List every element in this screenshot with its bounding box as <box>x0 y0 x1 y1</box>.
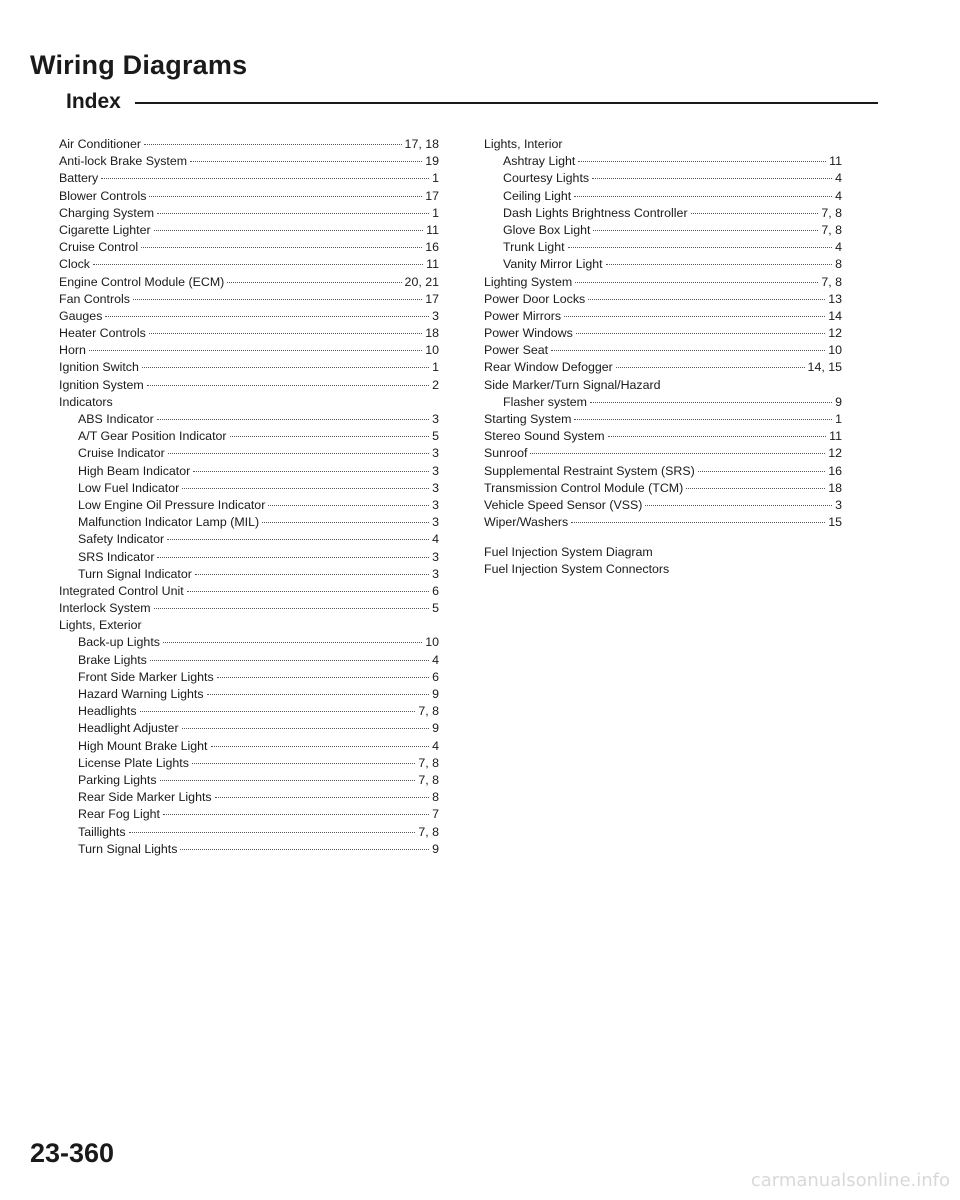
dot-leader <box>147 385 429 386</box>
index-entry-pages: 1 <box>432 205 439 220</box>
dot-leader <box>568 247 833 248</box>
dot-leader <box>89 350 422 351</box>
index-entry-pages: 11 <box>426 222 439 237</box>
index-entry-label: SRS Indicator <box>78 549 155 564</box>
header-rule <box>135 102 878 104</box>
index-entry-pages: 17 <box>425 188 439 203</box>
index-entry-pages: 7, 8 <box>821 274 842 289</box>
index-entry[interactable] <box>484 428 842 445</box>
index-entry-pages: 12 <box>828 446 842 461</box>
index-entry-label: Supplemental Restraint System (SRS) <box>484 463 695 478</box>
index-entry[interactable] <box>59 188 439 205</box>
index-entry-label: Headlights <box>78 704 137 719</box>
index-heading-label: Lights, Interior <box>484 137 563 151</box>
index-entry[interactable] <box>484 359 842 376</box>
index-entry[interactable] <box>59 480 439 497</box>
dot-leader <box>575 282 818 283</box>
index-entry[interactable] <box>484 480 842 497</box>
index-entry-pages: 7 <box>432 807 439 822</box>
index-entry-pages: 4 <box>432 738 439 753</box>
index-entry[interactable] <box>59 411 439 428</box>
index-entry-label: Heater Controls <box>59 326 146 341</box>
index-entry-label: Hazard Warning Lights <box>78 687 204 701</box>
dot-leader <box>588 299 825 300</box>
dot-leader <box>160 780 416 781</box>
index-entry-label: Transmission Control Module (TCM) <box>484 480 684 495</box>
index-entry-pages: 3 <box>835 497 842 512</box>
extra-reference-line[interactable]: Fuel Injection System Connectors <box>484 562 670 577</box>
index-entry-pages: 7, 8 <box>418 824 439 839</box>
dot-leader <box>182 488 429 489</box>
index-group-heading <box>59 617 439 634</box>
dot-leader <box>551 350 825 351</box>
dot-leader <box>564 316 825 317</box>
index-entry-label: Interlock System <box>59 601 151 616</box>
index-entry-label: High Mount Brake Light <box>78 738 208 753</box>
dot-leader <box>645 505 832 506</box>
dot-leader <box>157 213 429 214</box>
index-entry-pages: 7, 8 <box>821 222 842 237</box>
index-entry-pages: 4 <box>835 171 842 186</box>
index-entry[interactable] <box>59 669 439 686</box>
index-entry-pages: 9 <box>835 394 842 409</box>
index-entry[interactable] <box>484 188 842 205</box>
dot-leader <box>530 453 825 454</box>
index-entry-pages: 9 <box>432 687 439 701</box>
index-entry-label: Dash Lights Brightness Controller <box>503 205 688 220</box>
dot-leader <box>105 316 429 317</box>
index-entry-pages: 16 <box>425 240 439 255</box>
index-entry[interactable] <box>484 411 842 428</box>
dot-leader <box>571 522 825 523</box>
index-entry[interactable] <box>59 170 439 187</box>
index-entry-label: Rear Side Marker Lights <box>78 790 212 805</box>
index-entry[interactable] <box>59 222 439 239</box>
index-entry-label: Courtesy Lights <box>503 171 590 186</box>
index-entry[interactable] <box>59 583 439 600</box>
index-entry-label: Safety Indicator <box>78 532 165 547</box>
index-entry[interactable] <box>484 291 842 308</box>
index-entry[interactable] <box>59 377 439 394</box>
index-entry-pages: 3 <box>432 480 439 495</box>
page-title: Wiring Diagrams <box>30 50 248 80</box>
dot-leader <box>195 574 429 575</box>
dot-leader <box>150 660 429 661</box>
dot-leader <box>207 694 430 695</box>
index-entry-pages: 12 <box>828 326 842 341</box>
index-entry[interactable] <box>59 359 439 376</box>
index-entry-pages: 3 <box>432 412 439 426</box>
dot-leader <box>149 333 422 334</box>
index-entry-pages: 10 <box>425 343 439 358</box>
dot-leader <box>149 196 422 197</box>
index-heading-label: Lights, Exterior <box>59 618 142 633</box>
index-entry[interactable] <box>59 514 439 531</box>
index-entry-label: Cruise Control <box>59 240 139 255</box>
index-entry-pages: 7, 8 <box>821 205 842 220</box>
index-entry-label: Vehicle Speed Sensor (VSS) <box>484 497 643 512</box>
index-entry-pages: 1 <box>432 171 439 186</box>
index-entry-label: Integrated Control Unit <box>59 583 184 598</box>
index-entry-pages: 3 <box>432 446 439 461</box>
index-entry-label: Flasher system <box>503 394 587 409</box>
index-entry[interactable] <box>59 720 439 737</box>
index-entry[interactable] <box>59 463 439 480</box>
index-entry-pages: 19 <box>425 154 439 169</box>
index-entry[interactable] <box>484 153 842 170</box>
dot-leader <box>576 333 825 334</box>
index-entry[interactable] <box>59 256 439 273</box>
index-entry-pages: 1 <box>835 412 842 426</box>
dot-leader <box>163 814 429 815</box>
dot-leader <box>154 608 430 609</box>
index-entry-pages: 3 <box>432 308 439 323</box>
page-number: 23-360 <box>30 1138 115 1168</box>
dot-leader <box>167 539 429 540</box>
index-entry-pages: 5 <box>432 429 439 444</box>
index-entry-label: Sunroof <box>484 446 528 461</box>
index-entry[interactable] <box>59 428 439 445</box>
index-entry-pages: 3 <box>432 566 439 581</box>
index-heading-label: Indicators <box>59 394 113 409</box>
index-entry-pages: 14 <box>828 308 842 323</box>
index-entry-pages: 7, 8 <box>418 704 439 719</box>
index-entry-label: High Beam Indicator <box>78 463 191 478</box>
index-entry-label: Rear Window Defogger <box>484 360 613 375</box>
dot-leader <box>140 711 416 712</box>
index-entry-pages: 7, 8 <box>418 772 439 787</box>
index-entry-pages: 8 <box>432 790 439 805</box>
index-entry-label: Ashtray Light <box>503 154 576 169</box>
index-entry-pages: 18 <box>425 326 439 341</box>
index-entry-pages: 4 <box>835 240 842 255</box>
index-entry[interactable] <box>484 256 842 273</box>
index-entry-pages: 6 <box>432 669 439 684</box>
index-entry-label: Front Side Marker Lights <box>78 669 214 684</box>
index-entry-label: A/T Gear Position Indicator <box>78 429 227 444</box>
index-entry-label: Turn Signal Indicator <box>78 566 192 581</box>
index-entry-pages: 15 <box>828 515 842 530</box>
index-entry-label: Air Conditioner <box>59 137 141 151</box>
index-entry-pages: 11 <box>426 257 439 272</box>
dot-leader <box>262 522 429 523</box>
index-entry[interactable] <box>59 136 439 153</box>
watermark: carmanualsonline.info <box>750 1170 950 1191</box>
dot-leader <box>606 264 832 265</box>
index-entry[interactable] <box>59 566 439 583</box>
index-entry-pages: 14, 15 <box>807 360 842 375</box>
index-entry-label: Glove Box Light <box>503 222 591 237</box>
index-group-heading <box>59 394 439 411</box>
index-entry[interactable] <box>59 806 439 823</box>
dot-leader <box>215 797 429 798</box>
index-entry[interactable] <box>484 342 842 359</box>
dot-leader <box>686 488 825 489</box>
index-entry-label: Power Seat <box>484 343 549 358</box>
index-entry-label: Taillights <box>78 824 126 839</box>
index-entry[interactable] <box>484 463 842 480</box>
dot-leader <box>144 144 402 145</box>
index-entry[interactable] <box>59 239 439 256</box>
dot-leader <box>129 832 416 833</box>
index-entry[interactable] <box>484 497 842 514</box>
dot-leader <box>101 178 429 179</box>
index-entry-pages: 7, 8 <box>418 755 439 770</box>
index-entry-pages: 9 <box>432 841 439 856</box>
index-entry[interactable] <box>484 445 842 462</box>
extra-reference-line[interactable]: Fuel Injection System Diagram <box>484 545 653 559</box>
dot-leader <box>157 557 429 558</box>
index-entry-label: License Plate Lights <box>78 755 189 770</box>
index-entry-pages: 3 <box>432 515 439 530</box>
dot-leader <box>574 419 832 420</box>
index-entry-label: Lighting System <box>484 274 573 289</box>
index-entry-label: Parking Lights <box>78 772 157 787</box>
index-entry-label: Headlight Adjuster <box>78 721 179 736</box>
dot-leader <box>578 161 826 162</box>
index-entry[interactable] <box>59 274 439 291</box>
index-entry-label: Wiper/Washers <box>484 515 569 530</box>
index-entry-label: Blower Controls <box>59 188 147 203</box>
dot-leader <box>168 453 429 454</box>
dot-leader <box>590 402 832 403</box>
index-entry[interactable] <box>59 600 439 617</box>
index-entry[interactable] <box>484 394 842 411</box>
index-entry-label: Back-up Lights <box>78 635 160 650</box>
index-entry-label: Low Engine Oil Pressure Indicator <box>78 497 266 512</box>
index-entry[interactable] <box>59 703 439 720</box>
index-entry-label: Charging System <box>59 205 155 220</box>
index-entry-pages: 18 <box>828 480 842 495</box>
index-entry-label: Vanity Mirror Light <box>503 257 603 272</box>
section-header <box>66 90 878 114</box>
index-entry[interactable] <box>59 325 439 342</box>
dot-leader <box>182 728 430 729</box>
index-entry[interactable] <box>484 239 842 256</box>
dot-leader <box>592 178 832 179</box>
dot-leader <box>154 230 424 231</box>
index-entry[interactable] <box>59 738 439 755</box>
index-entry[interactable] <box>59 497 439 514</box>
index-entry[interactable] <box>59 686 439 703</box>
index-entry[interactable] <box>59 755 439 772</box>
index-entry-pages: 10 <box>425 635 439 650</box>
index-entry[interactable] <box>59 549 439 566</box>
extra-references <box>484 544 669 578</box>
index-entry-label: Turn Signal Lights <box>78 841 178 856</box>
dot-leader <box>93 264 423 265</box>
index-entry-pages: 5 <box>432 601 439 616</box>
index-entry[interactable] <box>59 342 439 359</box>
index-entry-pages: 3 <box>432 549 439 564</box>
index-entry-label: Engine Control Module (ECM) <box>59 274 225 289</box>
dot-leader <box>141 247 422 248</box>
index-entry-pages: 11 <box>829 429 842 444</box>
index-entry[interactable] <box>59 634 439 651</box>
index-entry-label: Malfunction Indicator Lamp (MIL) <box>78 515 260 530</box>
index-entry-pages: 2 <box>432 377 439 392</box>
index-entry-pages: 4 <box>835 188 842 203</box>
index-entry-label: Stereo Sound System <box>484 429 605 444</box>
index-entry-label: Anti-lock Brake System <box>59 154 188 169</box>
dot-leader <box>227 282 401 283</box>
index-entry-label: Starting System <box>484 412 572 426</box>
index-entry-label: Gauges <box>59 308 103 323</box>
index-entry-pages: 3 <box>432 497 439 512</box>
index-entry-label: Ignition System <box>59 377 144 392</box>
index-entry-label: Low Fuel Indicator <box>78 480 180 495</box>
index-entry-pages: 8 <box>835 257 842 272</box>
index-entry-pages: 16 <box>828 463 842 478</box>
index-entry[interactable] <box>484 514 842 531</box>
index-entry-pages: 6 <box>432 583 439 598</box>
index-entry[interactable] <box>59 445 439 462</box>
index-entry[interactable] <box>59 652 439 669</box>
dot-leader <box>180 849 429 850</box>
index-entry[interactable] <box>484 325 842 342</box>
dot-leader <box>230 436 430 437</box>
index-entry-label: Brake Lights <box>78 652 147 667</box>
dot-leader <box>608 436 827 437</box>
index-entry[interactable] <box>59 824 439 841</box>
dot-leader <box>193 471 429 472</box>
index-group-heading <box>484 377 842 394</box>
dot-leader <box>133 299 422 300</box>
index-entry-label: Cigarette Lighter <box>59 222 151 237</box>
index-heading-label: Side Marker/Turn Signal/Hazard <box>484 377 661 392</box>
index-entry-label: Battery <box>59 171 99 186</box>
index-entry-pages: 9 <box>432 721 439 736</box>
dot-leader <box>574 196 832 197</box>
index-entry-label: Fan Controls <box>59 291 130 306</box>
dot-leader <box>163 642 422 643</box>
index-entry-pages: 17 <box>425 291 439 306</box>
dot-leader <box>187 591 429 592</box>
dot-leader <box>190 161 422 162</box>
index-entry-label: Ignition Switch <box>59 360 139 375</box>
index-entry[interactable] <box>59 205 439 222</box>
index-entry[interactable] <box>59 531 439 548</box>
index-entry[interactable] <box>484 205 842 222</box>
index-entry-label: Rear Fog Light <box>78 807 160 822</box>
dot-leader <box>192 763 415 764</box>
index-column-right <box>484 136 842 531</box>
index-entry-pages: 10 <box>828 343 842 358</box>
index-entry-label: Power Door Locks <box>484 291 586 306</box>
index-entry[interactable] <box>59 789 439 806</box>
index-column-left <box>59 136 439 858</box>
index-entry-pages: 20, 21 <box>404 274 439 289</box>
index-entry-label: ABS Indicator <box>78 412 154 426</box>
dot-leader <box>616 367 805 368</box>
index-entry-pages: 1 <box>432 360 439 375</box>
index-entry-label: Power Mirrors <box>484 308 562 323</box>
index-entry-label: Clock <box>59 257 90 272</box>
section-title: Index <box>66 90 121 113</box>
index-entry[interactable] <box>484 170 842 187</box>
index-entry[interactable] <box>59 291 439 308</box>
dot-leader <box>698 471 825 472</box>
dot-leader <box>217 677 429 678</box>
index-entry-label: Power Windows <box>484 326 573 341</box>
index-entry-pages: 4 <box>432 652 439 667</box>
index-entry[interactable] <box>484 308 842 325</box>
dot-leader <box>211 746 430 747</box>
index-entry[interactable] <box>59 153 439 170</box>
index-entry-pages: 17, 18 <box>404 137 439 151</box>
index-entry[interactable] <box>484 274 842 291</box>
dot-leader <box>142 367 429 368</box>
index-entry-label: Horn <box>59 343 86 358</box>
index-entry[interactable] <box>59 772 439 789</box>
index-entry[interactable] <box>59 841 439 858</box>
index-entry-pages: 11 <box>829 154 842 169</box>
dot-leader <box>593 230 818 231</box>
index-entry-label: Cruise Indicator <box>78 446 165 461</box>
dot-leader <box>157 419 429 420</box>
index-entry-label: Ceiling Light <box>503 188 572 203</box>
index-entry-pages: 13 <box>828 291 842 306</box>
dot-leader <box>691 213 819 214</box>
index-entry-pages: 4 <box>432 532 439 547</box>
dot-leader <box>268 505 429 506</box>
index-entry-pages: 3 <box>432 463 439 478</box>
index-entry-label: Trunk Light <box>503 240 565 255</box>
index-group-heading <box>484 136 842 153</box>
index-entry[interactable] <box>59 308 439 325</box>
index-entry[interactable] <box>484 222 842 239</box>
